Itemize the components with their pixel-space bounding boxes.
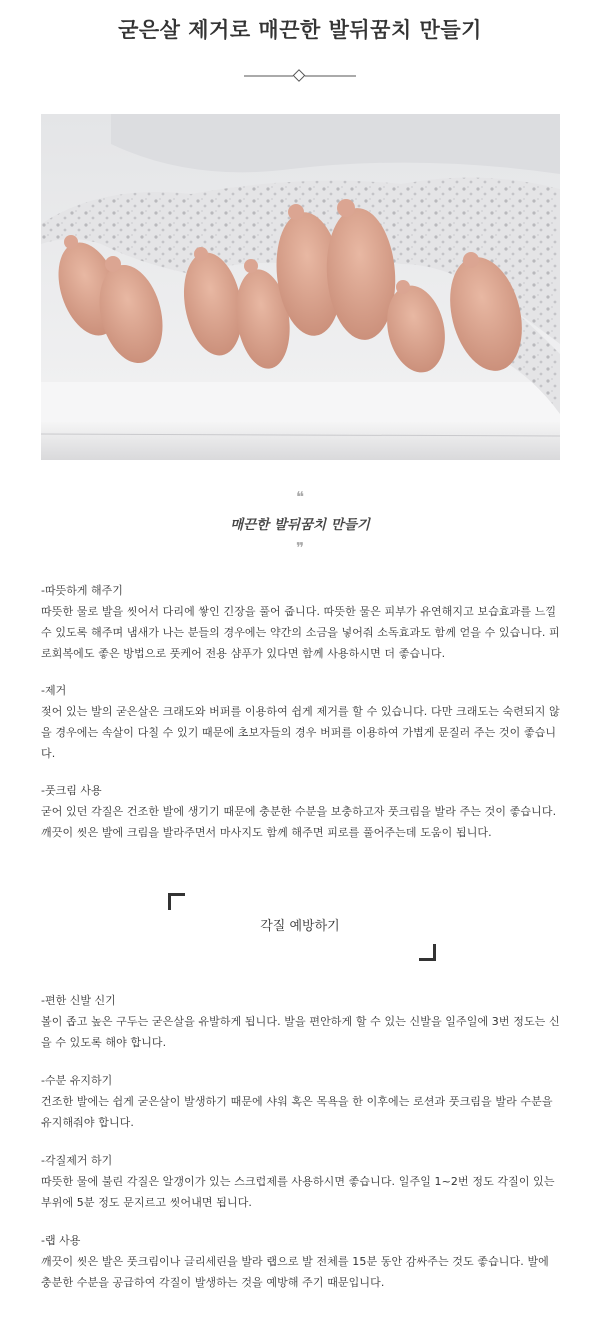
- section-warm: [41, 580, 561, 664]
- section-body: 깨끗이 씻은 발은 풋크림이나 글리세린을 발라 랩으로 발 전체를 15분 동안 감싸주는 것도 좋습니다. 발에 충분한 수분을 공급하여 각질이 발생하는 것을 예방해 주기 때문입니다.: [41, 1255, 549, 1289]
- section-heading: -수분 유지하기: [41, 1074, 113, 1087]
- section-comfortable-shoes: [41, 990, 561, 1053]
- section-body: 볼이 좁고 높은 구두는 굳은살을 유발하게 됩니다. 발을 편안하게 할 수 있는 신발을 일주일에 3번 정도는 신을 수 있도록 해야 합니다.: [41, 1015, 560, 1049]
- section-heading: -각질제거 하기: [41, 1154, 113, 1167]
- section-body: 젖어 있는 발의 굳은살은 크래도와 버퍼를 이용하여 쉽게 제거를 할 수 있습니다. 다만 크래도는 숙련되지 않을 경우에는 속살이 다칠 수 있기 때문에 초보자들의 경우 버퍼를 이용하여 가볍게 문질러 주는 것이 좋습니다.: [41, 705, 560, 760]
- corner-bracket-top-left: [168, 893, 185, 910]
- section-heading: -랩 사용: [41, 1234, 81, 1247]
- feet-under-blanket-photo: [41, 114, 560, 460]
- section-exfoliate: [41, 1150, 561, 1213]
- subtitle: 매끈한 발뒤꿈치 만들기: [230, 517, 370, 533]
- title-divider: [244, 68, 356, 84]
- section-wrap: [41, 1230, 561, 1293]
- corner-bracket-bottom-right: [419, 944, 436, 961]
- page-title: 굳은살 제거로 매끈한 발뒤꿈치 만들기: [118, 18, 482, 42]
- section-moisture: [41, 1070, 561, 1133]
- section-body: 건조한 발에는 쉽게 굳은살이 발생하기 때문에 샤워 혹은 목욕을 한 이후에는 로션과 풋크림을 발라 수분을 유지해줘야 합니다.: [41, 1095, 553, 1129]
- section-body: 따뜻한 물에 불린 각질은 알갱이가 있는 스크럽제를 사용하시면 좋습니다. 일주일 1~2번 정도 각질이 있는 부위에 5분 정도 문지르고 씻어내면 됩니다.: [41, 1175, 555, 1209]
- section-body: 굳어 있던 각질은 건조한 발에 생기기 때문에 충분한 수분을 보충하고자 풋크림을 발라 주는 것이 좋습니다. 깨끗이 씻은 발에 크림을 발라주면서 마사지도 함께 해주면 피로를 풀어주는데 도움이 됩니다.: [41, 805, 557, 839]
- open-quote-icon: ❝: [295, 488, 305, 506]
- section-heading: -따뜻하게 해주기: [41, 584, 123, 597]
- section-foot-cream: [41, 780, 561, 843]
- close-quote-icon: ❞: [295, 539, 305, 557]
- section-heading: -풋크림 사용: [41, 784, 102, 797]
- section-heading: -제거: [41, 684, 67, 697]
- section-title-prevention: 각질 예방하기: [260, 919, 340, 934]
- section-remove: [41, 680, 561, 764]
- section-body: 따뜻한 물로 발을 씻어서 다리에 쌓인 긴장을 풀어 줍니다. 따뜻한 물은 피부가 유연해지고 보습효과를 느낄 수 있도록 해주며 냄새가 나는 분들의 경우에는 약간의 소금을 넣어줘 소독효과도 함께 얻을 수 있습니다. 피로회복에도 좋은 방법으로 풋케어 전용 샴푸가 있다면 함께 사용하시면 더 좋습니다.: [41, 605, 560, 660]
- section-heading: -편한 신발 신기: [41, 994, 116, 1007]
